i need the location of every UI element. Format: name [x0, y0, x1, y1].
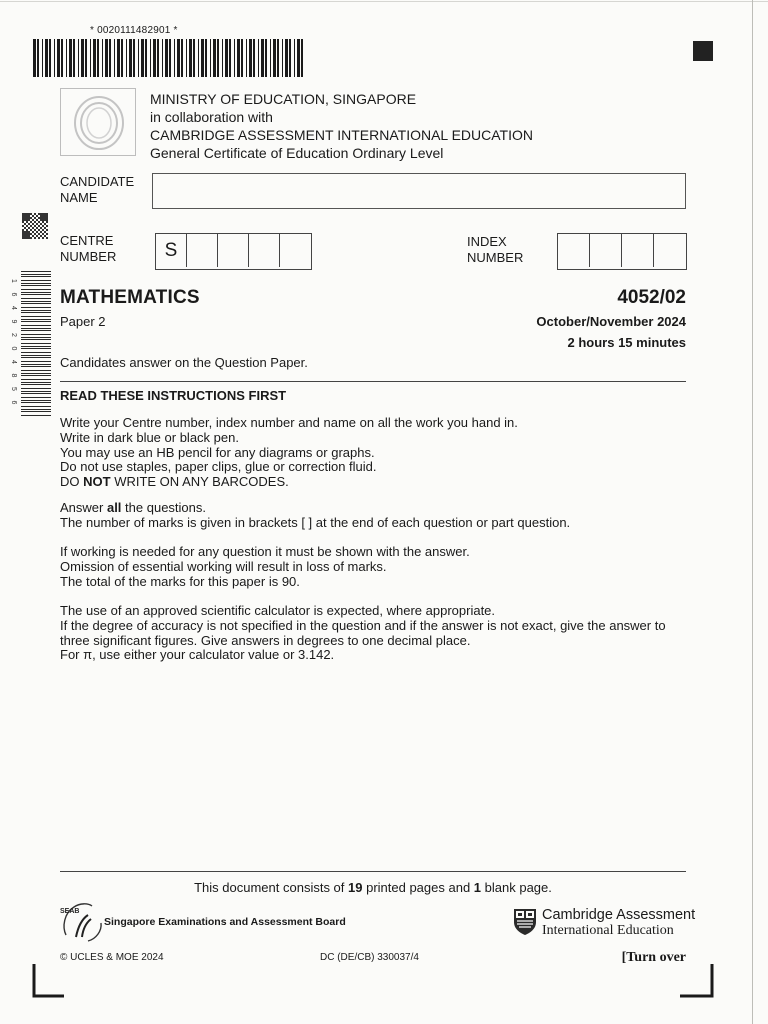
barcode-number: * 0020111482901 *	[90, 25, 178, 36]
candidate-name-field[interactable]	[152, 173, 686, 209]
centre-number-box[interactable]	[218, 234, 249, 267]
instruction-line: The number of marks is given in brackets [ ] at the end of each question or part question.	[60, 514, 571, 530]
side-barcode-digit: 6	[10, 400, 17, 405]
instructions-block-2	[60, 501, 690, 531]
registration-mark	[693, 41, 713, 61]
exam-duration: 2 hours 15 minutes	[567, 335, 686, 350]
instructions-block-1	[60, 416, 690, 490]
side-barcode-digit: 6	[10, 292, 17, 297]
instructions-heading: READ THESE INSTRUCTIONS FIRST	[60, 388, 287, 403]
index-number-box[interactable]	[558, 234, 590, 267]
corner-mark-bottom-right	[680, 964, 714, 998]
top-edge-line	[0, 1, 768, 2]
instruction-line: Do not use staples, paper clips, glue or correction fluid.	[60, 459, 377, 475]
barcode-image	[33, 39, 307, 77]
side-barcode-digit: 0	[10, 346, 17, 351]
instruction-line: You may use an HB pencil for any diagrams or graphs.	[60, 444, 375, 460]
corner-mark-bottom-left	[32, 964, 66, 998]
turn-over-note: [Turn over	[621, 950, 686, 965]
header-line-3: CAMBRIDGE ASSESSMENT INTERNATIONAL EDUCATION	[150, 127, 533, 143]
centre-number-box[interactable]	[187, 234, 218, 267]
seab-name: Singapore Examinations and Assessment Board	[104, 916, 346, 928]
instruction-line: If working is needed for any question it must be shown with the answer.	[60, 544, 470, 559]
exam-session: October/November 2024	[536, 314, 686, 329]
subject-title: MATHEMATICS	[60, 287, 200, 308]
instruction-line: The use of an approved scientific calculator is expected, where appropriate.	[60, 603, 496, 618]
divider	[60, 381, 686, 382]
centre-number-box[interactable]	[249, 234, 280, 267]
instructions-block-3	[60, 545, 690, 589]
instruction-line: three significant figures. Give answers in degrees to one decimal place.	[60, 632, 471, 648]
side-barcode-digit: 8	[10, 373, 17, 378]
syllabus-code: 4052/02	[617, 287, 686, 308]
side-barcode-digit: 4	[10, 306, 17, 310]
index-number-box[interactable]	[590, 234, 622, 267]
centre-number-prefix: S	[156, 234, 187, 267]
instruction-line: Answer all the questions.	[60, 500, 206, 515]
instruction-line: Omission of essential working will result in loss of marks.	[60, 558, 387, 574]
header-line-4: General Certificate of Education Ordinary Level	[150, 145, 444, 161]
header-line-2: in collaboration with	[150, 109, 273, 125]
index-number-field[interactable]	[557, 233, 687, 270]
side-barcode-image	[9, 271, 51, 419]
page-count-note: This document consists of 19 printed pages and 1 blank page.	[194, 880, 552, 895]
side-barcode-digit: 1	[10, 279, 17, 283]
centre-number-box[interactable]	[280, 234, 311, 267]
cambridge-name-line-2: International Education	[542, 923, 674, 938]
index-number-box[interactable]	[622, 234, 654, 267]
ministry-logo	[60, 88, 136, 156]
side-barcode-digit: 2	[10, 333, 17, 337]
instructions-block-4	[60, 604, 690, 663]
instruction-line: For π, use either your calculator value or 3.142.	[60, 647, 335, 663]
page-edge-line	[752, 0, 753, 1024]
seab-logo	[58, 897, 104, 947]
instruction-line: DO NOT WRITE ON ANY BARCODES.	[60, 474, 289, 490]
qr-code-icon	[22, 213, 48, 239]
header-line-1: MINISTRY OF EDUCATION, SINGAPORE	[150, 91, 417, 107]
centre-number-label: CENTRE NUMBER	[60, 233, 117, 264]
candidate-name-label: CANDIDATE NAME	[60, 174, 135, 205]
paper-number: Paper 2	[60, 314, 106, 329]
index-number-label: INDEX NUMBER	[467, 234, 524, 265]
answer-location-note: Candidates answer on the Question Paper.	[60, 355, 308, 370]
instruction-line: If the degree of accuracy is not specified in the question and if the answer is not exact, give the answer to	[60, 617, 666, 633]
cambridge-name-line-1: Cambridge Assessment	[542, 907, 696, 923]
seab-logo-text: SEAB	[60, 908, 80, 915]
side-barcode-digit: 4	[10, 360, 17, 364]
copyright-notice: © UCLES & MOE 2024	[60, 952, 164, 963]
footer-divider	[60, 871, 686, 872]
instruction-line: Write in dark blue or black pen.	[60, 429, 239, 445]
document-code: DC (DE/CB) 330037/4	[320, 952, 419, 963]
side-barcode-digit: 5	[10, 387, 17, 391]
instruction-line: Write your Centre number, index number and name on all the work you hand in.	[60, 415, 518, 430]
side-barcode-digit: 9	[10, 319, 17, 324]
cambridge-shield-icon	[513, 908, 537, 936]
centre-number-field[interactable]	[155, 233, 312, 270]
issuing-authority	[150, 90, 533, 162]
instruction-line: The total of the marks for this paper is 90.	[60, 573, 300, 589]
index-number-box[interactable]	[654, 234, 686, 267]
